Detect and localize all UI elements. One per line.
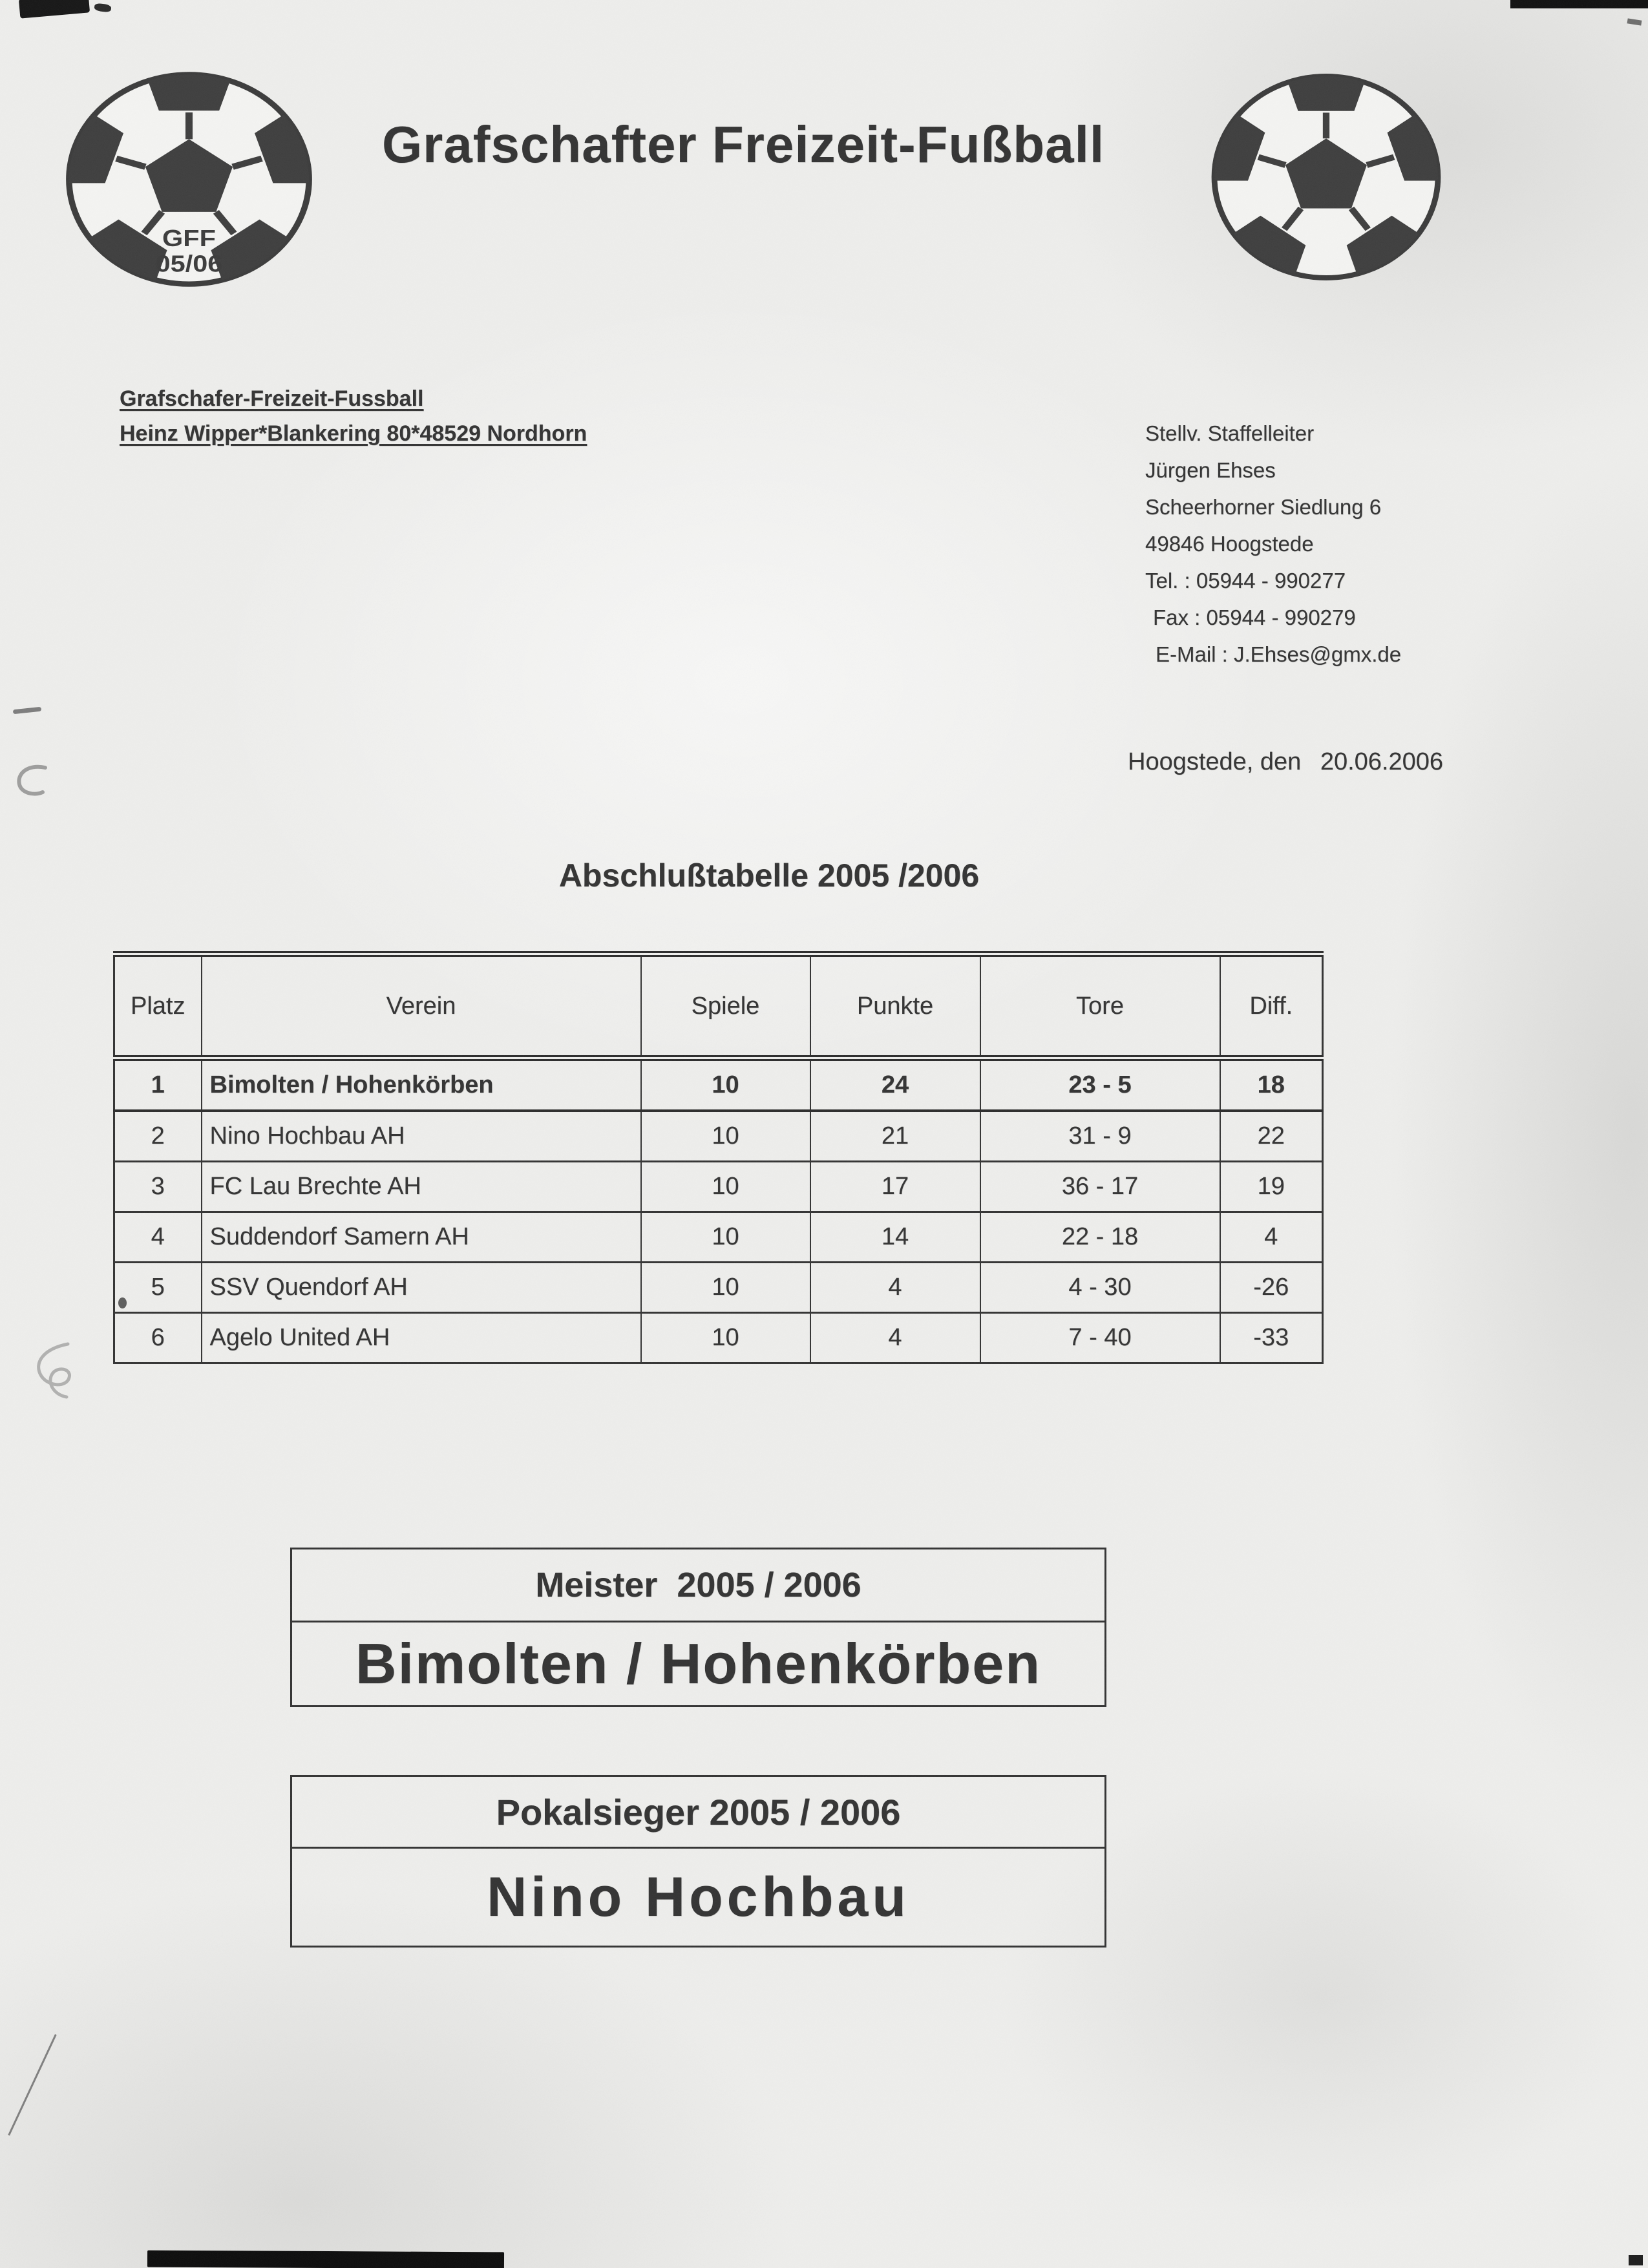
dateline-date: 20.06.2006	[1320, 748, 1443, 775]
ball-label-gff: GFF	[162, 226, 216, 252]
cell-tore: 31 - 9	[980, 1111, 1220, 1162]
column-header: Platz	[114, 954, 202, 1058]
cell-platz: 2	[114, 1111, 202, 1162]
cell-punkte: 17	[810, 1162, 980, 1212]
table-row	[114, 1058, 1323, 1111]
scan-artifact-right-speck	[1627, 18, 1642, 25]
pokalsieger-name: Nino Hochbau	[487, 1865, 910, 1928]
scan-artifact-curl	[14, 762, 53, 798]
standings-header-row	[114, 954, 1323, 1058]
cell-spiele: 10	[641, 1313, 810, 1363]
cell-platz: 3	[114, 1162, 202, 1212]
standings-table	[113, 951, 1324, 1364]
cell-diff: 18	[1220, 1058, 1323, 1111]
table-row	[114, 1162, 1323, 1212]
cell-tore: 36 - 17	[980, 1162, 1220, 1212]
ball-label-season: 05/06	[155, 251, 223, 278]
pokalsieger-box	[290, 1775, 1106, 1948]
meister-name: Bimolten / Hohenkörben	[355, 1632, 1041, 1696]
contact-line: Jürgen Ehses	[1145, 458, 1276, 482]
sender-line-address: Heinz Wipper*Blankering 80*48529 Nordhorn	[120, 421, 587, 446]
cell-verein: SSV Quendorf AH	[202, 1263, 641, 1313]
cell-punkte: 24	[810, 1058, 980, 1111]
cell-platz: 1	[114, 1058, 202, 1111]
table-row	[114, 1313, 1323, 1363]
scan-artifact-top-left	[19, 0, 90, 19]
cell-platz: 6	[114, 1313, 202, 1363]
dateline	[1128, 748, 1443, 776]
scan-artifact-top-right	[1510, 0, 1648, 8]
cell-spiele: 10	[641, 1111, 810, 1162]
table-row	[114, 1111, 1323, 1162]
sender-line-org: Grafschafer-Freizeit-Fussball	[120, 386, 424, 411]
soccer-ball-icon	[1207, 70, 1445, 284]
cell-platz: 4	[114, 1212, 202, 1263]
scan-artifact-scratch	[8, 2034, 56, 2136]
cell-punkte: 4	[810, 1263, 980, 1313]
cell-platz: 5	[114, 1263, 202, 1313]
scan-artifact-top-left-speck	[94, 3, 111, 13]
cell-spiele: 10	[641, 1212, 810, 1263]
cell-diff: 4	[1220, 1212, 1323, 1263]
cell-diff: 19	[1220, 1162, 1323, 1212]
scan-artifact-bottom-right	[1629, 2255, 1643, 2265]
cell-punkte: 14	[810, 1212, 980, 1263]
cell-spiele: 10	[641, 1162, 810, 1212]
contact-line: Tel. : 05944 - 990277	[1145, 569, 1346, 593]
cell-diff: -33	[1220, 1313, 1323, 1363]
scan-artifact-margin-dash	[13, 707, 41, 715]
table-title: Abschlußtabelle 2005 /2006	[558, 857, 980, 894]
contact-block	[1145, 415, 1401, 673]
column-header: Punkte	[810, 954, 980, 1058]
cell-punkte: 21	[810, 1111, 980, 1162]
document-title: Grafschafter Freizeit-Fußball	[381, 116, 1105, 173]
column-header: Diff.	[1220, 954, 1323, 1058]
cell-punkte: 4	[810, 1313, 980, 1363]
cell-spiele: 10	[641, 1058, 810, 1111]
dateline-place: Hoogstede, den	[1128, 748, 1302, 775]
cell-diff: 22	[1220, 1111, 1323, 1162]
column-header: Spiele	[641, 954, 810, 1058]
column-header: Verein	[202, 954, 641, 1058]
scan-artifact-swirl	[29, 1338, 81, 1402]
cell-verein: Suddendorf Samern AH	[202, 1212, 641, 1263]
contact-line: E-Mail : J.Ehses@gmx.de	[1156, 642, 1402, 666]
pokalsieger-heading: Pokalsieger 2005 / 2006	[292, 1777, 1104, 1849]
cell-verein: Nino Hochbau AH	[202, 1111, 641, 1162]
cell-tore: 23 - 5	[980, 1058, 1220, 1111]
gff-season-ball-logo	[61, 68, 317, 291]
table-row	[114, 1263, 1323, 1313]
cell-tore: 7 - 40	[980, 1313, 1220, 1363]
scan-artifact-bottom-bar	[147, 2251, 504, 2268]
table-row	[114, 1212, 1323, 1263]
cell-tore: 22 - 18	[980, 1212, 1220, 1263]
cell-verein: Bimolten / Hohenkörben	[202, 1058, 641, 1111]
contact-line: 49846 Hoogstede	[1145, 532, 1314, 556]
meister-heading: Meister 2005 / 2006	[292, 1549, 1104, 1622]
cell-diff: -26	[1220, 1263, 1323, 1313]
column-header: Tore	[980, 954, 1220, 1058]
sender-address	[120, 381, 587, 451]
cell-verein: Agelo United AH	[202, 1313, 641, 1363]
contact-line: Fax : 05944 - 990279	[1153, 605, 1356, 629]
cell-verein: FC Lau Brechte AH	[202, 1162, 641, 1212]
meister-box	[290, 1548, 1106, 1707]
contact-line: Stellv. Staffelleiter	[1145, 421, 1315, 445]
cell-spiele: 10	[641, 1263, 810, 1313]
contact-line: Scheerhorner Siedlung 6	[1145, 495, 1382, 519]
cell-tore: 4 - 30	[980, 1263, 1220, 1313]
